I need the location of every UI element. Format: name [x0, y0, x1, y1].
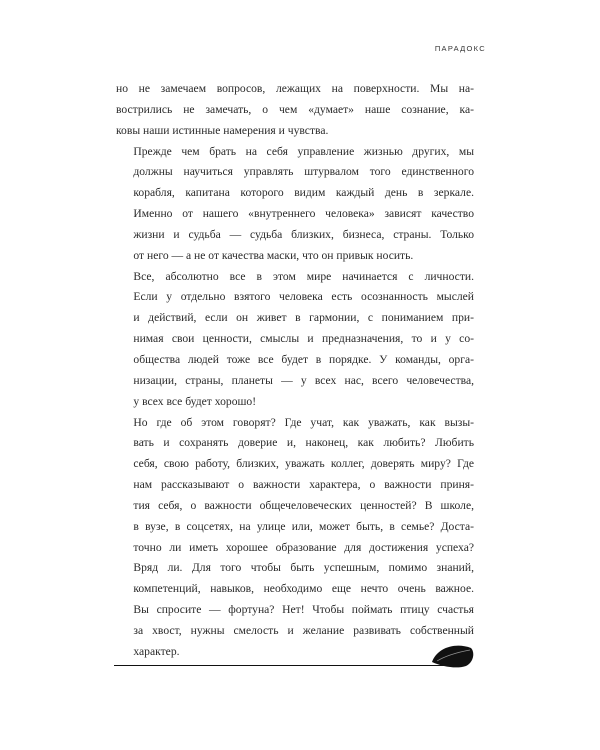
text-line: но не замечаем вопросов, лежащих на поверхности. Мы на- [116, 82, 474, 95]
text-line: Именно от нашего «внутреннего человека» зависят качество [133, 207, 474, 221]
text-line: и действий, если он живет в гармонии, с пониманием при- [133, 311, 474, 325]
text-line: низации, страны, планеты — у всех нас, всего человечества, [133, 373, 474, 387]
text-line: компетенций, навыков, необходимо еще нечто очень важное. [133, 582, 474, 596]
text-line: точно ли иметь хорошее образование для достижения успеха? [133, 540, 474, 554]
paragraph-3 [116, 267, 474, 413]
text-line: тия себя, о важности общечеловеческих ценностей? В школе, [133, 498, 474, 512]
leaf-ornament-icon [431, 640, 475, 668]
text-line: Вы спросите — фортуна? Нет! Чтобы поймать птицу счастья [133, 603, 474, 617]
text-line: в вузе, в соцсетях, на улице или, может быть, в семье? Доста- [133, 519, 474, 533]
paragraph-4 [116, 413, 474, 663]
text-line: Прежде чем брать на себя управление жизнью других, мы [133, 144, 474, 158]
text-line: корабля, капитана которого видим каждый день в зеркале. [133, 186, 474, 200]
text-line: Вряд ли. Для того чтобы быть успешным, помимо знаний, [133, 561, 474, 575]
text-line: за хвост, нужны смелость и желание развивать собственный [133, 623, 474, 637]
running-header: ПАРАДОКС [434, 44, 486, 53]
text-line: нам рассказывают о важности характера, о важности приня- [133, 478, 474, 492]
text-line: вострились не замечать, о чем «думает» наше сознание, ка- [116, 102, 474, 116]
text-line: Все, абсолютно все в этом мире начинается с личности. [133, 269, 474, 283]
text-line: должны научиться управлять штурвалом того единственного [133, 165, 474, 179]
text-line: вать и сохранять доверие и, наконец, как любить? Любить [133, 436, 474, 450]
text-line: нимая свои ценности, смыслы и предназначения, то и у со- [133, 332, 474, 346]
text-line: жизни и судьба — судьба близких, бизнеса, страны. Только [133, 227, 474, 241]
body-text [116, 79, 474, 663]
text-line: у всех все будет хорошо! [133, 394, 257, 408]
paragraph-1 [116, 79, 474, 142]
text-line: ковы наши истинные намерения и чувства. [116, 123, 329, 137]
text-line: общества людей тоже все будет в порядке. У команды, орга- [133, 352, 474, 366]
text-line: от него — а не от качества маски, что он привык носить. [133, 248, 414, 262]
footer-rule [114, 665, 454, 666]
text-line: Но где об этом говорят? Где учат, как уважать, как вызы- [133, 415, 474, 429]
text-line: себя, свою работу, близких, уважать коллег, доверять миру? Где [133, 457, 474, 471]
text-line: Если у отдельно взятого человека есть осознанность мыслей [133, 290, 474, 304]
paragraph-2 [116, 142, 474, 267]
text-line: характер. [133, 644, 180, 658]
